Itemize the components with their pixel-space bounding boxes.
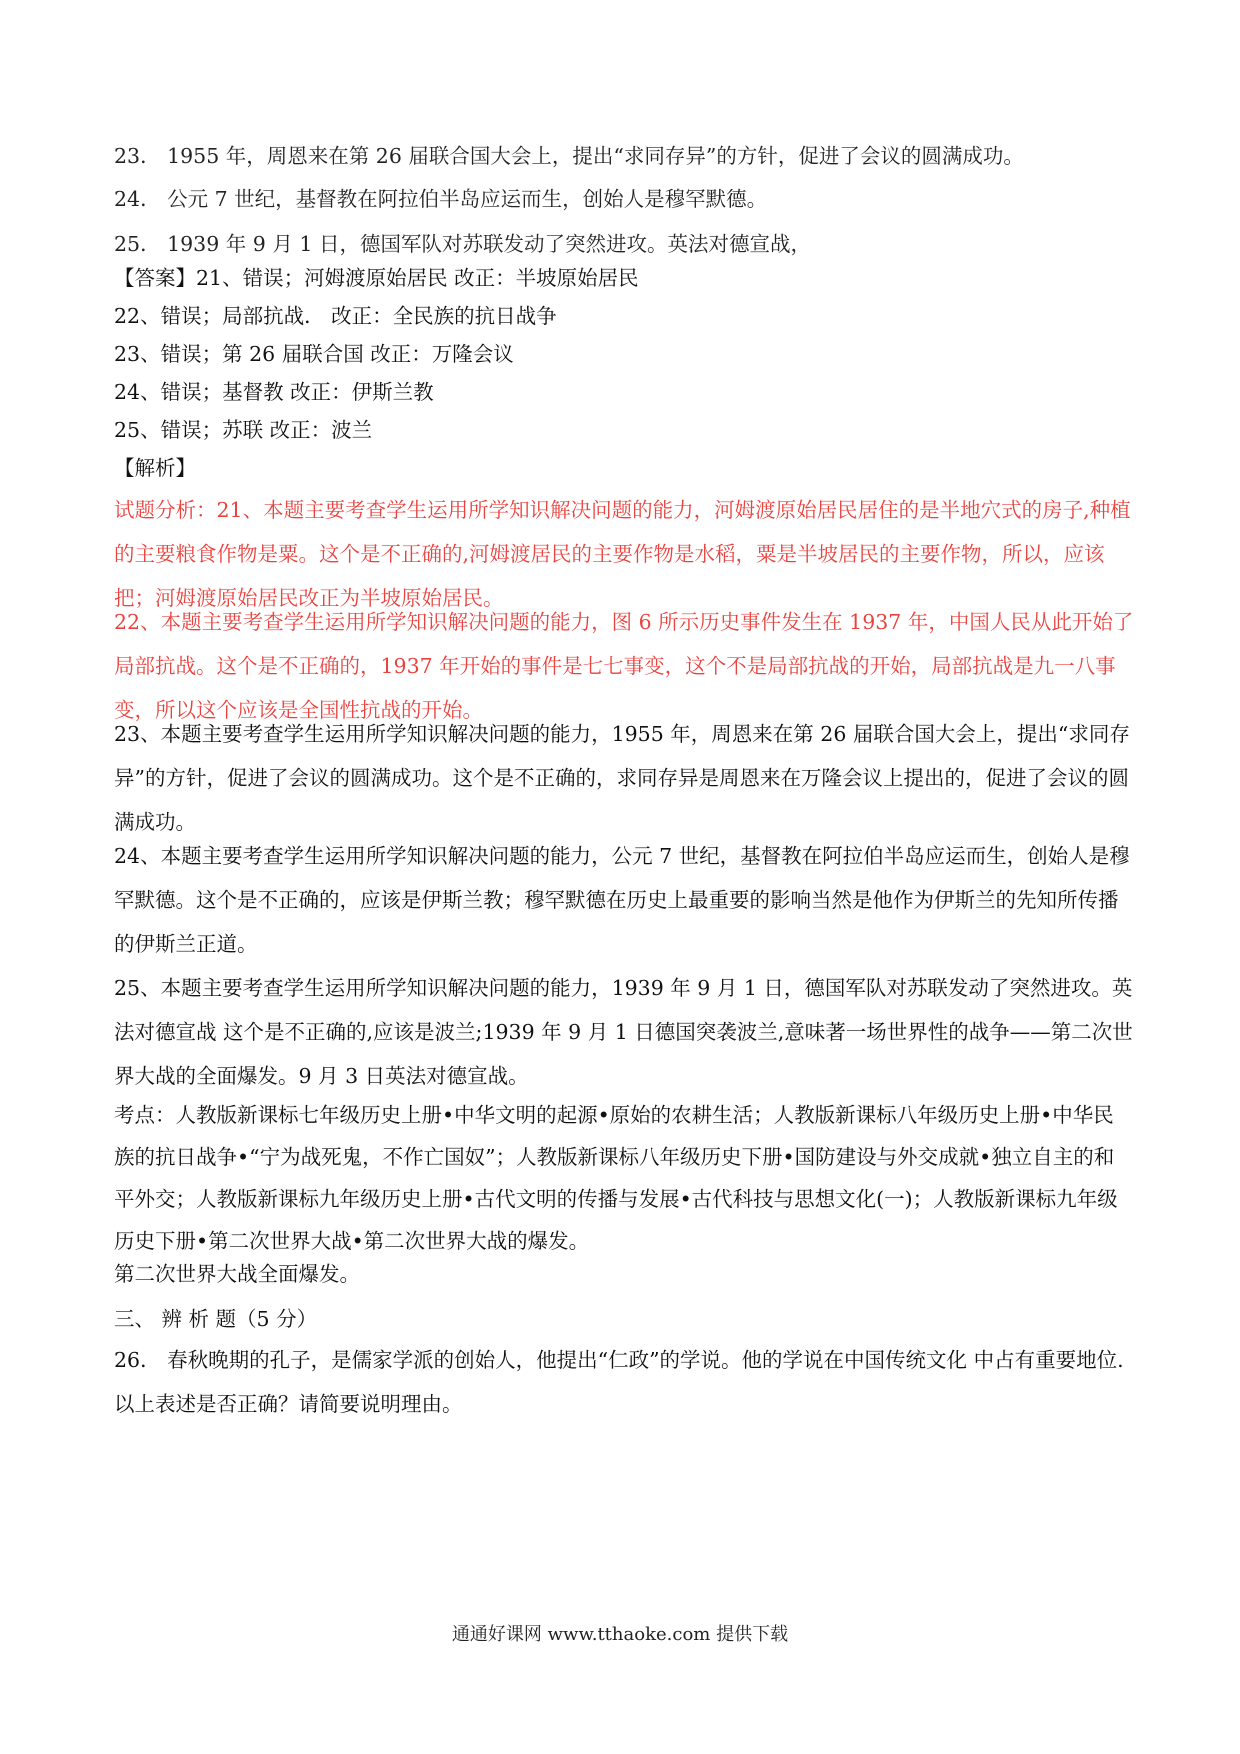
analysis-heading: 【解析】 (114, 456, 196, 480)
question-25: 25． 1939 年 9 月 1 日，德国军队对苏联发动了突然进攻。英法对德宣战， (114, 232, 811, 256)
answer-25: 25、错误；苏联 改正：波兰 (114, 418, 373, 442)
kaodian: 考点：人教版新课标七年级历史上册•中华文明的起源•原始的农耕生活；人教版新课标八年级历史上册•中华民族的抗日战争•“宁为战死鬼，不作亡国奴”；人教版新课标八年级历史下册•国防建设与外交成就•独立自主的和平外交；人教版新课标九年级历史上册•古代文明的传播与发展•古代科技与思想文化(一)；人教版新课标九年级历史下册•第二次世界大战•第二次世界大战的爆发。 (114, 1103, 1118, 1253)
analysis-25: 25、本题主要考查学生运用所学知识解决问题的能力，1939 年 9 月 1 日，德国军队对苏联发动了突然进攻。英法对德宣战 这个是不正确的,应该是波兰;1939 年 9 月 1 日德国突袭波兰,意味著一场世界性的战争——第二次世界大战的全面爆发。9 月 3 日英法对德宣战。 (114, 976, 1133, 1088)
section-heading: 三、 辨 析 题（5 分） (114, 1307, 318, 1331)
question-26: 26． 春秋晚期的孔子，是儒家学派的创始人，他提出“仁政”的学说。他的学说在中国传统文化 中占有重要地位. 以上表述是否正确？请简要说明理由。 (114, 1348, 1124, 1416)
page-footer: 通通好课网 www.tthaoke.com 提供下载 (451, 1624, 789, 1645)
analysis-22: 22、本题主要考查学生运用所学知识解决问题的能力，图 6 所示历史事件发生在 1937 年，中国人民从此开始了局部抗战。这个是不正确的，1937 年开始的事件是七七事变，这个不是局部抗战的开始，局部抗战是九一八事变，所以这个应该是全国性抗战的开始。 (114, 610, 1134, 722)
analysis-24: 24、本题主要考查学生运用所学知识解决问题的能力，公元 7 世纪，基督教在阿拉伯半岛应运而生，创始人是穆罕默德。这个是不正确的，应该是伊斯兰教；穆罕默德在历史上最重要的影响当然是他作为伊斯兰的先知所传播的伊斯兰正道。 (114, 844, 1130, 956)
answer-22: 22、错误；局部抗战． 改正：全民族的抗日战争 (114, 304, 557, 328)
question-23: 23． 1955 年，周恩来在第 26 届联合国大会上，提出“求同存异”的方针，促进了会议的圆满成功。 (114, 144, 1024, 168)
answer-24: 24、错误；基督教 改正：伊斯兰教 (114, 380, 434, 404)
analysis-21: 试题分析：21、本题主要考查学生运用所学知识解决问题的能力，河姆渡原始居民居住的是半地穴式的房子,种植的主要粮食作物是粟。这个是不正确的,河姆渡居民的主要作物是水稻，粟是半坡居民的主要作物，所以，应该把；河姆渡原始居民改正为半坡原始居民。 (114, 498, 1131, 610)
question-24: 24． 公元 7 世纪，基督教在阿拉伯半岛应运而生，创始人是穆罕默德。 (114, 187, 768, 211)
analysis-tail: 第二次世界大战全面爆发。 (114, 1262, 360, 1286)
answer-21: 【答案】21、错误；河姆渡原始居民 改正：半坡原始居民 (114, 266, 639, 290)
answer-23: 23、错误；第 26 届联合国 改正：万隆会议 (114, 342, 514, 366)
analysis-23: 23、本题主要考查学生运用所学知识解决问题的能力，1955 年，周恩来在第 26 届联合国大会上，提出“求同存异”的方针，促进了会议的圆满成功。这个是不正确的，求同存异是周恩来在万隆会议上提出的，促进了会议的圆满成功。 (114, 722, 1130, 834)
